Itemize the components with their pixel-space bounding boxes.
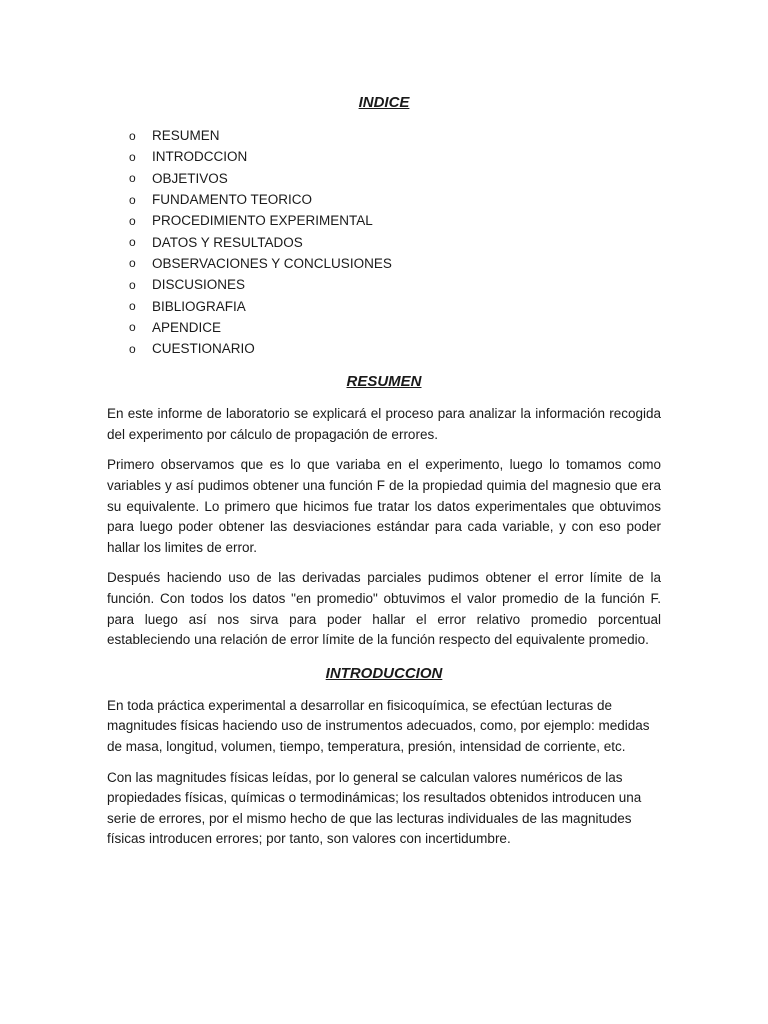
index-item-label: DATOS Y RESULTADOS	[152, 234, 303, 250]
index-item-label: APENDICE	[152, 319, 222, 335]
bullet-icon: o	[129, 277, 136, 292]
index-item-label: OBSERVACIONES Y CONCLUSIONES	[152, 255, 392, 271]
index-title: INDICE	[358, 94, 410, 111]
index-item-label: RESUMEN	[152, 128, 220, 144]
bullet-icon: o	[129, 128, 136, 143]
index-item	[129, 317, 661, 338]
index-item	[129, 274, 661, 295]
bullet-icon: o	[129, 149, 136, 164]
bullet-icon: o	[129, 256, 136, 271]
index-item	[129, 210, 661, 231]
index-item-label: BIBLIOGRAFIA	[152, 298, 246, 314]
index-item-label: FUNDAMENTO TEORICO	[152, 192, 313, 208]
index-item	[129, 295, 661, 316]
bullet-icon: o	[129, 299, 136, 314]
index-item	[129, 189, 661, 210]
index-item-label: CUESTIONARIO	[152, 341, 255, 357]
resumen-paragraph: En este informe de laboratorio se explicará el proceso para analizar la información recogida del experimento por cálculo de propagación de errores.	[107, 406, 661, 442]
bullet-icon: o	[129, 192, 136, 207]
index-item	[129, 338, 661, 359]
index-item-label: DISCUSIONES	[152, 277, 246, 293]
resumen-title: RESUMEN	[346, 373, 422, 391]
introduccion-title: INTRODUCCION	[325, 664, 443, 682]
resumen-paragraph: Primero observamos que es lo que variaba en el experimento, luego lo tomamos como variables y así pudimos obtener una función F de la propiedad quimia del magnesio que era su equivalente. Lo primero que hicimos fue tratar los datos experimentales que obtuvimos para luego poder obtener las desviaciones estándar para cada variable, y con eso poder hallar los limites de error.	[107, 457, 661, 555]
index-list	[107, 125, 661, 359]
index-item	[129, 125, 661, 146]
bullet-icon: o	[129, 320, 136, 335]
resumen-paragraph: Después haciendo uso de las derivadas parciales pudimos obtener el error límite de la función. Con todos los datos "en promedio" obtuvimos el valor promedio de la función F. para luego así nos sirva para poder hallar el error relativo promedio porcentual estableciendo una relación de error límite de la función respecto del equivalente promedio.	[107, 570, 661, 648]
index-item	[129, 168, 661, 189]
index-item-label: PROCEDIMIENTO EXPERIMENTAL	[152, 213, 373, 229]
bullet-icon: o	[129, 341, 136, 356]
introduccion-paragraph: Con las magnitudes físicas leídas, por lo general se calculan valores numéricos de las propiedades físicas, químicas o termodinámicas; los resultados obtenidos introducen una serie de errores, por el mismo hecho de que las lecturas individuales de las magnitudes físicas introducen errores; por tanto, son valores con incertidumbre.	[107, 769, 642, 847]
bullet-icon: o	[129, 171, 136, 186]
introduccion-paragraph: En toda práctica experimental a desarrollar en fisicoquímica, se efectúan lecturas de magnitudes físicas haciendo uso de instrumentos adecuados, como, por ejemplo: medidas de masa, longitud, volumen, tiempo, temperatura, presión, intensidad de corriente, etc.	[107, 697, 650, 754]
index-item	[129, 231, 661, 252]
index-item-label: OBJETIVOS	[152, 170, 228, 186]
bullet-icon: o	[129, 235, 136, 250]
bullet-icon: o	[129, 213, 136, 228]
index-item-label: INTRODCCION	[152, 149, 248, 165]
index-item	[129, 253, 661, 274]
index-item	[129, 146, 661, 167]
